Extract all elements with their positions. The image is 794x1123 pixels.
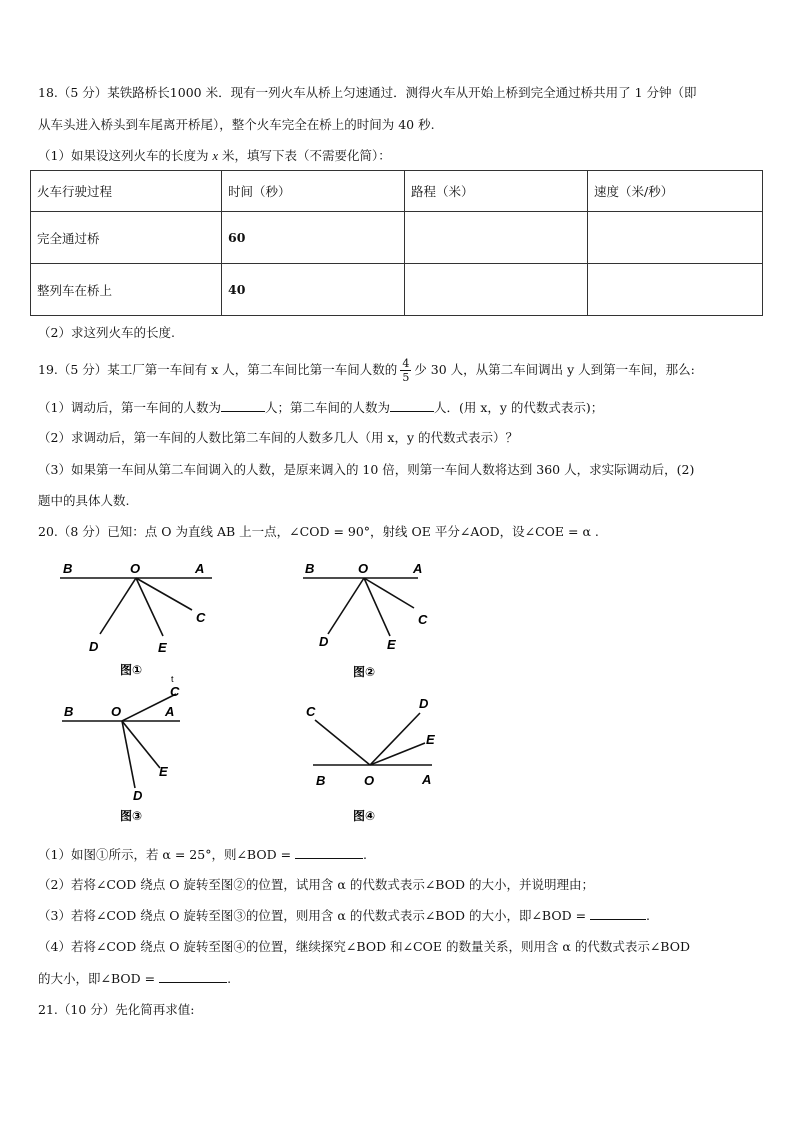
q19-line-1: [38, 358, 695, 383]
table-header: 火车行驶过程: [31, 171, 222, 212]
ray-oc: [136, 578, 192, 610]
label-a: A: [422, 772, 432, 787]
q20-sub4-pre: 的大小，即∠BOD =: [38, 971, 160, 986]
q19-sub1: [38, 398, 603, 416]
q20-sub1: [38, 845, 367, 863]
table-row: [31, 264, 763, 316]
table-cell: 整列车在桥上: [31, 264, 222, 316]
ray-od: [328, 578, 364, 634]
label-c: C: [196, 610, 206, 625]
q18-line-1: 18.（5 分）某铁路桥长1000 米．现有一列火车从桥上匀速通过．测得火车从开始上桥到完全通过桥共用了 1 分钟（即: [38, 85, 697, 100]
ray-od: [122, 721, 135, 788]
q20-sub2: （2）若将∠COD 绕点 O 旋转至图②的位置，试用含 α 的代数式表示∠BOD 的大小，并说明理由；: [38, 877, 594, 892]
q18-sub1-var: x: [212, 149, 218, 163]
label-a: A: [195, 561, 205, 576]
table-header: 速度（米/秒）: [588, 171, 763, 212]
table-cell: 40: [222, 264, 405, 316]
ray-oe: [136, 578, 163, 636]
label-d: D: [133, 788, 143, 803]
answer-blank[interactable]: [295, 858, 363, 859]
ray-od: [100, 578, 136, 634]
fraction-numerator: 4: [402, 357, 410, 370]
q19-line1-pre: 19.（5 分）某工厂第一车间有 x 人，第二车间比第一车间人数的: [38, 362, 398, 377]
label-b: B: [63, 561, 73, 576]
table-cell: [588, 212, 763, 264]
label-d: D: [419, 696, 429, 711]
label-e: E: [158, 640, 167, 655]
q20-sub1-pre: （1）如图①所示，若 α = 25°，则∠BOD =: [38, 847, 296, 862]
q20-sub3-pre: （3）若将∠COD 绕点 O 旋转至图③的位置，则用含 α 的代数式表示∠BOD 的大小，即∠BOD =: [38, 908, 591, 923]
label-b: B: [316, 773, 326, 788]
answer-blank[interactable]: [221, 411, 265, 412]
caption-figure-4: 图④: [353, 809, 376, 823]
stray-mark: t: [171, 674, 174, 684]
label-e: E: [426, 732, 435, 747]
label-d: D: [89, 639, 99, 654]
label-e: E: [387, 637, 396, 652]
q20-sub4-line-1: （4）若将∠COD 绕点 O 旋转至图④的位置，继续探究∠BOD 和∠COE 的数量关系，则用含 α 的代数式表示∠BOD: [38, 939, 690, 954]
table-header: 路程（米）: [405, 171, 588, 212]
label-a: A: [413, 561, 423, 576]
q18-sub2: （2）求这列火车的长度.: [38, 325, 175, 340]
q19-sub3-line-2: 题中的具体人数.: [38, 493, 130, 508]
label-c: C: [306, 704, 316, 719]
q18-sub1: [38, 146, 391, 164]
table-cell: [588, 264, 763, 316]
fraction-denominator: 5: [402, 371, 410, 384]
table-cell: [405, 212, 588, 264]
table-header-row: [31, 171, 763, 212]
table-cell: 完全通过桥: [31, 212, 222, 264]
label-o: O: [130, 561, 141, 576]
label-b: B: [305, 561, 315, 576]
figure-1: [60, 561, 212, 677]
q19-sub1-b: 人；第二车间的人数为: [264, 400, 390, 415]
label-b: B: [64, 704, 74, 719]
caption-figure-1: 图①: [120, 663, 143, 677]
q20-stem: 20.（8 分）已知：点 O 为直线 AB 上一点，∠COD = 90°，射线 OE 平分∠AOD，设∠COE = α .: [38, 524, 599, 539]
label-a: A: [165, 704, 175, 719]
q21-stem: 21.（10 分）先化简再求值:: [38, 1002, 195, 1017]
figure-4: [306, 696, 435, 823]
ray-oe: [122, 721, 160, 768]
q20-sub3-post: .: [646, 908, 651, 923]
q19-sub1-c: 人．(用 x，y 的代数式表示)；: [433, 400, 604, 415]
caption-figure-2: 图②: [353, 665, 376, 679]
q18-sub1-post: 米，填写下表（不需要化简）：: [218, 148, 391, 163]
fraction-four-fifths: [400, 358, 411, 383]
label-d: D: [319, 634, 329, 649]
train-table: [30, 170, 763, 316]
answer-blank[interactable]: [159, 982, 227, 983]
angle-figures: [0, 548, 794, 830]
figure-3: [62, 684, 180, 823]
q18-line-2: 从车头进入桥头到车尾离开桥尾），整个火车完全在桥上的时间为 40 秒.: [38, 117, 435, 132]
label-o: O: [358, 561, 369, 576]
label-c: C: [418, 612, 428, 627]
table-cell: 60: [222, 212, 405, 264]
table-row: [31, 212, 763, 264]
caption-figure-3: 图③: [120, 809, 143, 823]
q18-sub1-pre: （1）如果设这列火车的长度为: [38, 148, 213, 163]
q19-sub1-a: （1）调动后，第一车间的人数为: [38, 400, 221, 415]
ray-oc: [315, 720, 370, 765]
answer-blank[interactable]: [590, 919, 646, 920]
label-c: C: [170, 684, 180, 699]
answer-blank[interactable]: [390, 411, 434, 412]
q20-sub3: [38, 906, 650, 924]
label-o: O: [111, 704, 122, 719]
q19-line1-post: 少 30 人，从第二车间调出 y 人到第一车间，那么:: [414, 362, 695, 377]
ray-od: [370, 713, 420, 765]
table-header: 时间（秒）: [222, 171, 405, 212]
q20-sub4-line-2: [38, 969, 231, 987]
ray-oe: [370, 743, 425, 765]
table-cell: [405, 264, 588, 316]
figure-2: [303, 561, 428, 679]
q20-sub4-post: .: [227, 971, 232, 986]
q19-sub2: （2）求调动后，第一车间的人数比第二车间的人数多几人（用 x，y 的代数式表示）？: [38, 430, 519, 445]
q20-sub1-post: .: [363, 847, 368, 862]
q19-sub3-line-1: （3）如果第一车间从第二车间调入的人数，是原来调入的 10 倍，则第一车间人数将达到 360 人，求实际调动后，(2): [38, 462, 695, 477]
label-o: O: [364, 773, 375, 788]
label-e: E: [159, 764, 168, 779]
